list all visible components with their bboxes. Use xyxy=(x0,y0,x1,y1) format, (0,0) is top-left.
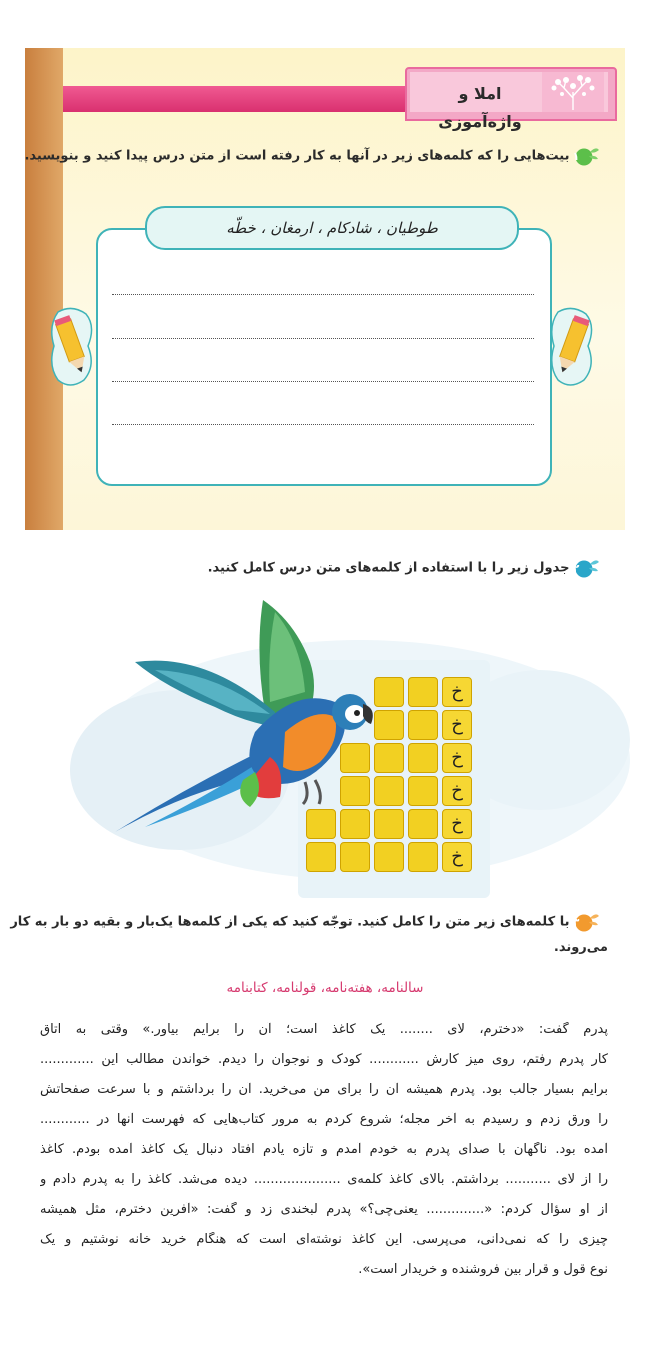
question-1-number: ۱ xyxy=(572,150,580,163)
grid-cell[interactable] xyxy=(340,776,370,806)
grid-cell[interactable] xyxy=(408,809,438,839)
grid-cell-letter: خ xyxy=(442,677,472,707)
grid-cell[interactable] xyxy=(374,809,404,839)
question-1 xyxy=(24,146,600,166)
grid-cell-letter: خ xyxy=(442,809,472,839)
paragraph-line: از او سؤال کردم: «.............. یعنی‌چی؟» پدرم لبخندی زد و گفت: «آفرین دخترم، مثل همیشه xyxy=(40,1202,608,1217)
question-2 xyxy=(140,558,600,578)
parrot-illustration xyxy=(105,592,375,842)
question-2-number: ۲ xyxy=(572,562,580,575)
paragraph-line: کار پدرم رفتم، روی میز کارش ............ کودک و نوجوان را دیدم. خواندن مطالب این ............. xyxy=(40,1052,608,1067)
paragraph-line: را ورق زدم و رسیدم به آخر مجلّه؛ شروع کردم به مرور کتاب‌هایی که فهرست آنها در ............ xyxy=(40,1112,608,1127)
grid-cell[interactable] xyxy=(408,710,438,740)
paragraph-line: را از لای ........... برداشتم. بالای کاغذ کلمه‌ی ..................... دیده می‌شد. کاغذ را به پدرم دادم و xyxy=(40,1172,608,1187)
paragraph-line: نوع قول و قرار بین فروشنده و خریدار است». xyxy=(358,1262,608,1277)
grid-cell-letter: خ xyxy=(442,743,472,773)
grid-cell[interactable] xyxy=(374,677,404,707)
answer-line-2[interactable] xyxy=(112,338,534,339)
answer-line-1[interactable] xyxy=(112,294,534,295)
grid-cell[interactable] xyxy=(340,809,370,839)
word-cloud: طوطیان ، شادکام ، ارمغان ، خطّه xyxy=(145,206,519,250)
panel-side-stripe xyxy=(25,48,63,530)
grid-cell[interactable] xyxy=(374,710,404,740)
paragraph-line: برایم بسیار جالب بود. پدرم همیشه آن را برای من می‌خرید. آن را برداشتم و با سرعت صفحاتش xyxy=(40,1082,608,1097)
paragraph-line: پدرم گفت: «دخترم، لای ........ یک کاغذ است؛ آن را برایم بیاور.» وقتی به اتاق xyxy=(40,1022,608,1037)
grid-cell[interactable] xyxy=(306,842,336,872)
grid-cell[interactable] xyxy=(408,842,438,872)
grid-cell-letter: خ xyxy=(442,776,472,806)
grid-cell[interactable] xyxy=(374,842,404,872)
grid-cell-letter: خ xyxy=(442,710,472,740)
question-3-text: با کلمه‌های زیر متن را کامل کنید. توجّه کنید که یکی از کلمه‌ها یک‌بار و بقیه دو بار به کار xyxy=(10,914,570,930)
grid-cell[interactable] xyxy=(408,743,438,773)
question-2-text: جدول زیر را با استفاده از کلمه‌های متن درس کامل کنید. xyxy=(207,560,570,576)
grid-cell[interactable] xyxy=(306,809,336,839)
answer-line-3[interactable] xyxy=(112,381,534,382)
pencil-icon xyxy=(48,306,96,388)
tree-icon xyxy=(542,72,604,112)
pencil-icon xyxy=(548,306,596,388)
answer-box xyxy=(96,228,552,486)
answer-line-4[interactable] xyxy=(112,424,534,425)
grid-cell[interactable] xyxy=(408,776,438,806)
grid-cell[interactable] xyxy=(340,743,370,773)
grid-cell[interactable] xyxy=(374,776,404,806)
question-3-number: ۳ xyxy=(572,916,580,929)
question-1-text: بیت‌هایی را که کلمه‌های زیر در آنها به کار رفته است از متن درس پیدا کنید و بنویسید. xyxy=(24,148,570,164)
paragraph-line: آمده بود. ناگهان با صدای پدرم به خودم آمدم و تازه یادم افتاد دنبال یک کاغذ آمده بودم. کاغذ xyxy=(40,1142,608,1157)
question-3 xyxy=(10,912,600,932)
section-title: املا و واژه‌آموزی xyxy=(438,84,522,131)
word-list: سالنامه، هفته‌نامه، قولنامه، کتابنامه xyxy=(226,980,424,996)
grid-cell-letter: خ xyxy=(442,842,472,872)
grid-cell[interactable] xyxy=(374,743,404,773)
question-3-continuation: می‌روند. xyxy=(553,940,608,955)
paragraph-line: چیزی را که نمی‌دانی، می‌پرسی. این کاغذ نوشته‌ای است که هنگام خرید خانه نوشتیم و یک xyxy=(40,1232,608,1247)
grid-cell[interactable] xyxy=(340,842,370,872)
grid-cell[interactable] xyxy=(408,677,438,707)
